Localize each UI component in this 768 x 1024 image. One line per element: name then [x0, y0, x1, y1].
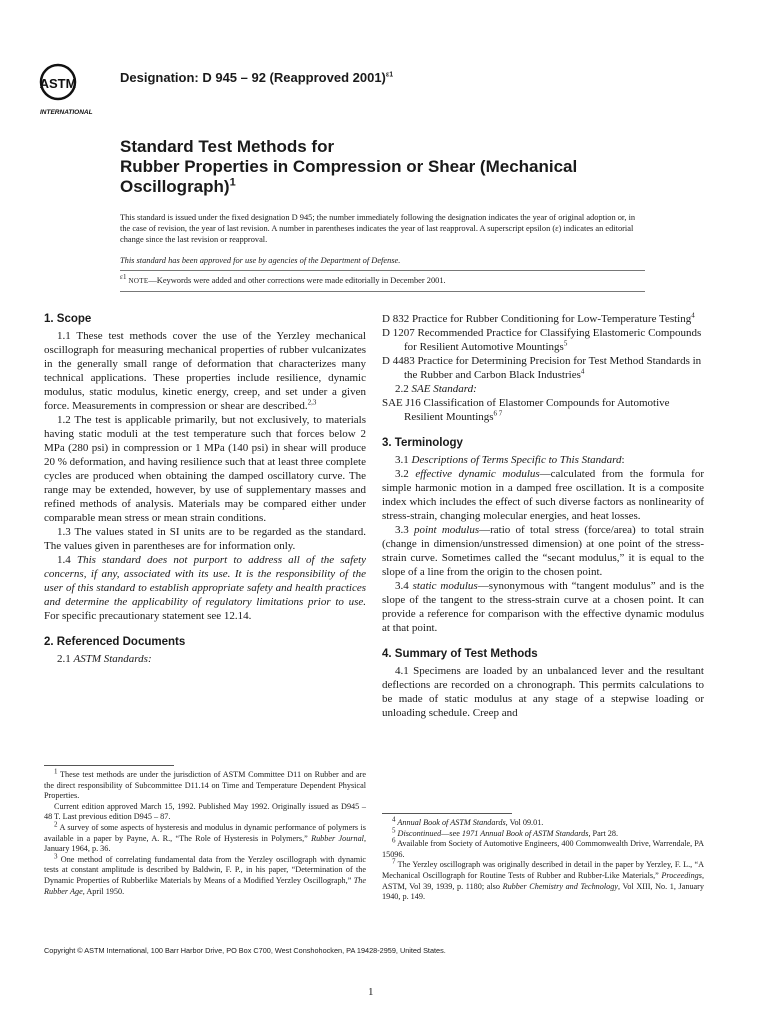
footnote-5-italic-2: 1971 Annual Book of ASTM Standards — [461, 828, 589, 838]
paragraph-2-1 — [44, 652, 366, 666]
footnote-1 — [44, 767, 366, 802]
right-footnote-rule — [382, 813, 512, 814]
left-footnotes — [44, 767, 366, 897]
document-title — [120, 137, 720, 197]
paragraph-2-2-num: 2.2 — [395, 383, 412, 395]
footnote-7-sup: 7 — [392, 857, 396, 866]
footnote-7-italic: Proceedings — [661, 870, 702, 880]
title-line-3: Oscillograph) — [120, 177, 230, 196]
paragraph-1-1-sup: 2,3 — [307, 398, 317, 407]
reference-sae-j16 — [382, 396, 704, 424]
paragraph-1-4-num: 1.4 — [57, 554, 77, 566]
paragraph-3-3 — [382, 523, 704, 579]
footnote-7 — [382, 857, 704, 902]
paragraph-3-1-num: 3.1 — [395, 454, 412, 466]
designation — [120, 70, 393, 85]
refdocs-heading: 2. Referenced Documents — [44, 636, 186, 648]
right-column — [382, 312, 704, 720]
footnote-7-mid: , ASTM, Vol 39, 1939, p. 1180; also — [382, 870, 704, 891]
footnote-1-sup: 1 — [54, 767, 58, 776]
footnote-5 — [382, 825, 704, 840]
footnote-7-rest: , Vol XIII, No. 1, January 1940, p. 149. — [382, 881, 704, 902]
logo-label: INTERNATIONAL — [40, 109, 93, 116]
footnote-6-sup: 6 — [392, 836, 396, 845]
title-sup: 1 — [229, 176, 236, 189]
paragraph-3-3-italic: point modulus — [414, 524, 480, 536]
page-number: 1 — [368, 986, 374, 998]
paragraph-3-2-rest: —calculated from the formula for simple harmonic motion in a damped free oscillation. It is a composite index which includes the effect of such diverse factors as nonlinearity of stress-strain, changing molecular energies, and heat losses. — [382, 468, 704, 522]
copyright-notice: Copyright © ASTM International, 100 Barr Harbor Drive, PO Box C700, West Conshohocken, PA 19428-2959, United States. — [44, 946, 446, 955]
footnote-5-italic: Discontinued — [395, 828, 442, 838]
editorial-note-label: NOTE — [128, 277, 149, 285]
paragraph-1-2: 1.2 The test is applicable primarily, but not exclusively, to materials having static moduli at the test temperature such that forces below 2 MPa (280 psi) in compression or 1 MPa (140 psi) in shear will produce 20 % deformation, and having resilience such that at least three complete cycles are produced when obtaining the damped oscillatory curve. The range may be extended, however, by use of supplementary masses and refined methods of analysis. Materials may be compared either under comparable mean stress or mean strain conditions. — [44, 414, 366, 524]
editorial-mark: ε1 — [120, 273, 127, 282]
footnote-5-rest: , Part 28. — [588, 828, 619, 838]
paragraph-1-4-rest: For specific precautionary statement see 12.14. — [44, 610, 252, 622]
paragraph-3-2-num: 3.2 — [395, 468, 416, 480]
paragraph-3-3-num: 3.3 — [395, 524, 414, 536]
footnote-1-edition: Current edition approved March 15, 1992. Published May 1992. Originally issued as D945 – 48 T. Last previous edition D945 – 87. — [44, 801, 366, 822]
footnote-4-italic: Annual Book of ASTM Standards — [395, 818, 506, 827]
terminology-heading: 3. Terminology — [382, 437, 463, 449]
footnote-7-italic-2: Rubber Chemistry and Technology — [502, 881, 618, 891]
reference-d832 — [382, 312, 704, 326]
title-line-2: Rubber Properties in Compression or Shear (Mechanical — [120, 157, 578, 176]
reference-d4483-sup: 4 — [580, 367, 585, 376]
reference-sae-j16-sup: 6 7 — [493, 409, 503, 418]
footnote-2-italic: Rubber Journal — [311, 833, 364, 843]
reference-d832-text: D 832 Practice for Rubber Conditioning for Low-Temperature Testing — [382, 313, 692, 325]
reference-sae-j16-text: SAE J16 Classification of Elastomer Compounds for Automotive Resilient Mountings — [382, 397, 670, 423]
svg-text:ASTM: ASTM — [39, 76, 77, 91]
paragraph-3-4-rest: —synonymous with “tangent modulus” and is the slope of the tangent to the stress-strain curve at a chosen point. It can provide a reference for comparison with the effective dynamic modulus at that point. — [382, 580, 704, 634]
footnote-2-sup: 2 — [54, 820, 58, 829]
footnote-7-text: The Yerzley oscillograph was originally described in detail in the paper by Yerzley, F. L., “A Mechanical Oscillograph for Routine Tests of Rubber and Rubber-Like Materials,” — [382, 860, 704, 880]
footnote-2 — [44, 820, 366, 855]
paragraph-3-2-italic: effective dynamic modulus — [415, 468, 540, 480]
left-footnote-rule — [44, 765, 174, 766]
footnote-1-text: These test methods are under the jurisdiction of ASTM Committee D11 on Rubber and are the direct responsibility of Subcommittee D11.14 on Time and Temperature Dependent Physical Properties. — [44, 770, 366, 801]
reference-d1207-text: D 1207 Recommended Practice for Classifying Elastomeric Compounds for Resilient Automotive Mountings — [382, 327, 702, 353]
footnote-3-text: One method of correlating fundamental data from the Yerzley oscillograph with dynamic tests at constant amplitude is described by Baldwin, F. P., in his paper, “Determination of the Dynamic Properties of Rubberlike Materials by Means of a Modified Yerzley Oscillograph,” — [44, 854, 366, 885]
left-column — [44, 312, 366, 666]
paragraph-4-1: 4.1 Specimens are loaded by an unbalanced lever and the resultant deflections are recorded on a chronograph. This permits calculations to be made of static modulus at any stage of a stepwise loading or unloading schedule. Creep and — [382, 665, 704, 719]
editorial-note-text: —Keywords were added and other corrections were made editorially in December 2001. — [148, 276, 446, 285]
reference-d832-sup: 4 — [691, 311, 695, 320]
paragraph-1-1 — [44, 329, 366, 413]
reference-d1207-sup: 5 — [563, 339, 568, 348]
paragraph-1-1-text: 1.1 These test methods cover the use of the Yerzley mechanical oscillograph for measuring mechanical properties of rubber vulcanizates in the generally small range of deformation that characterizes many technical applications. These properties include resilience, dynamic modulus, static modulus, kinetic energy, creep, and set under a given force. Measurements in compression or shear are described. — [44, 330, 366, 412]
paragraph-2-2 — [382, 382, 704, 396]
footnote-4 — [382, 815, 704, 829]
paragraph-3-1 — [382, 453, 704, 467]
footnote-2-text: A survey of some aspects of hysteresis and modulus in dynamic performance of polymers is available in a paper by Payne, A. R., “The Role of Hysteresis in Polymers,” — [44, 822, 366, 843]
right-footnotes — [382, 815, 704, 903]
footnote-5-mid: —see — [441, 828, 462, 838]
editorial-divider — [120, 291, 645, 292]
footnote-3-italic: The Rubber Age — [44, 875, 366, 896]
footnote-4-rest: , Vol 09.01. — [505, 818, 544, 827]
footnote-3-sup: 3 — [54, 852, 58, 861]
footnote-3-rest: , April 1950. — [82, 886, 125, 896]
title-line-1: Standard Test Methods for — [120, 137, 335, 156]
designation-text: Designation: D 945 – 92 (Reapproved 2001) — [120, 70, 386, 85]
designation-sup: ε1 — [385, 71, 394, 79]
paragraph-1-3: 1.3 The values stated in SI units are to be regarded as the standard. The values given in parentheses are for information only. — [44, 526, 366, 552]
footnote-6-text: Available from Society of Automotive Engineers, 400 Commonwealth Drive, Warrendale, PA 15096. — [382, 839, 704, 859]
approval-statement: This standard has been approved for use by agencies of the Department of Defense. — [120, 256, 401, 265]
paragraph-3-3-rest: —ratio of total stress (force/area) to total strain (change in dimension/unstressed dimension) at one point of the stress-strain curve. Sometimes called the “secant modulus,” it is equal to the slope of a line from the origin to the chosen point. — [382, 524, 704, 578]
paragraph-3-4-num: 3.4 — [395, 580, 413, 592]
paragraph-2-1-num: 2.1 — [57, 653, 74, 665]
paragraph-3-4 — [382, 579, 704, 635]
paragraph-3-2 — [382, 467, 704, 523]
preamble: This standard is issued under the fixed designation D 945; the number immediately following the designation indicates the year of original adoption or, in the case of revision, the year of last revision. A number in parentheses indicates the year of last reapproval. A superscript epsilon (ε) indicates an editorial change since the last revision or reapproval. — [120, 213, 636, 245]
paragraph-3-4-italic: static modulus — [412, 580, 478, 592]
paragraph-1-4-italic: This standard does not purport to address all of the safety concerns, if any, associated with its use. It is the responsibility of the user of this standard to establish appropriate safety and health practices and determine the applicability of regulatory limitations prior to use. — [44, 554, 367, 608]
reference-d1207 — [382, 326, 704, 354]
paragraph-3-1-italic: Descriptions of Terms Specific to This Standard — [411, 454, 622, 466]
footnote-5-sup: 5 — [392, 825, 396, 834]
paragraph-1-4 — [44, 553, 366, 623]
paragraph-2-1-italic: ASTM Standards: — [73, 653, 152, 665]
summary-heading: 4. Summary of Test Methods — [382, 648, 538, 660]
astm-logo — [38, 62, 116, 120]
footnote-6 — [382, 836, 704, 860]
scope-heading: 1. Scope — [44, 313, 92, 325]
paragraph-2-2-italic: SAE Standard: — [411, 383, 477, 395]
paragraph-3-1-rest: : — [621, 454, 625, 466]
footnote-2-rest: , January 1964, p. 36. — [44, 833, 366, 854]
footnote-4-sup: 4 — [392, 815, 396, 824]
reference-d4483-text: D 4483 Practice for Determining Precision for Test Method Standards in the Rubber and Carbon Black Industries — [382, 355, 702, 381]
top-divider — [120, 270, 645, 271]
editorial-note — [120, 273, 645, 285]
footnote-3 — [44, 852, 366, 897]
reference-d4483 — [382, 354, 704, 382]
